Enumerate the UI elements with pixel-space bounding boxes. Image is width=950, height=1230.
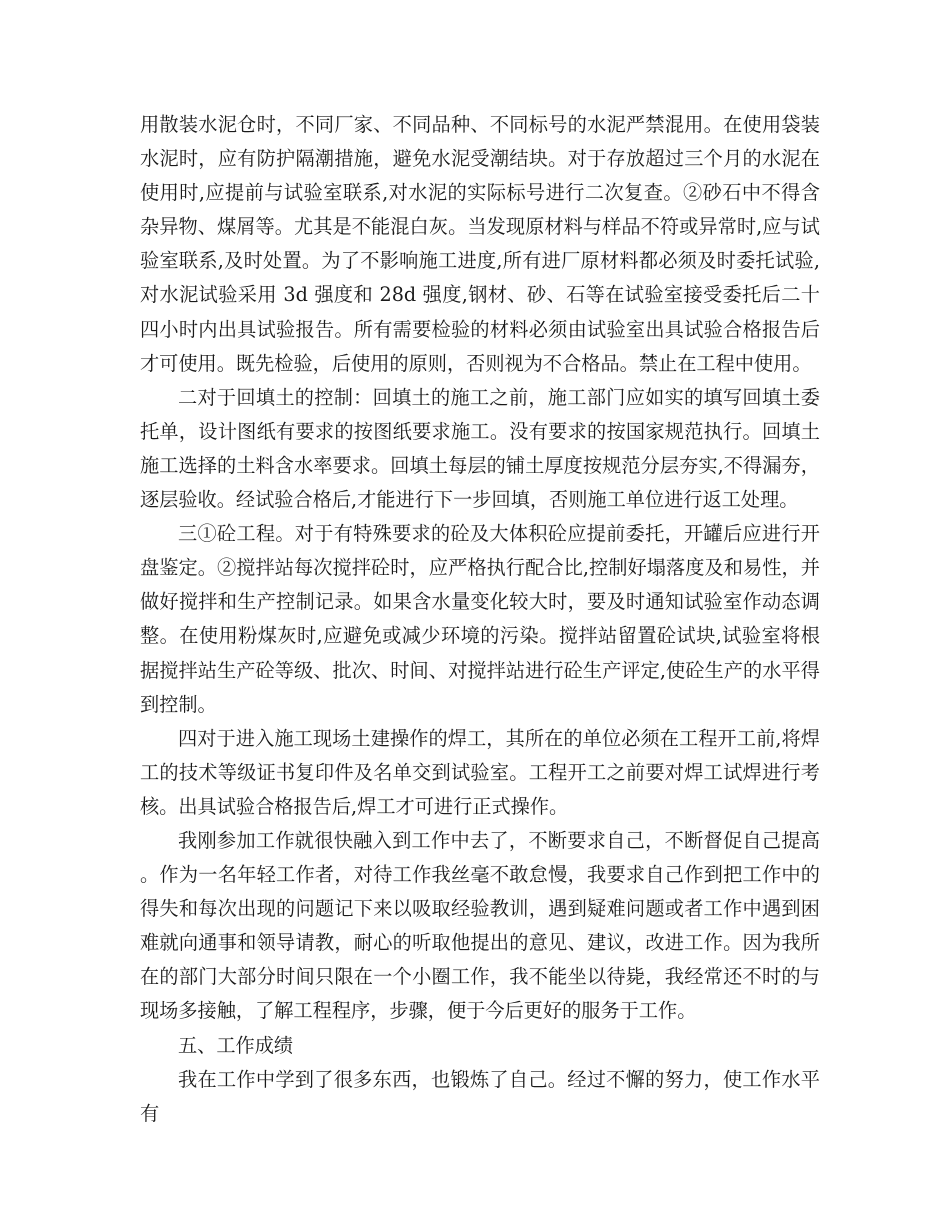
- paragraph-cement-materials: 用散装水泥仓时，不同厂家、不同品种、不同标号的水泥严禁混用。在使用袋装水泥时，应有防护隔潮措施，避免水泥受潮结块。对于存放超过三个月的水泥在使用时,应提前与试验室联系,对水泥的实际标号进行二次复查。②砂石中不得含杂异物、煤屑等。尤其是不能混白灰。当发现原材料与样品不符或异常时,应与试验室联系,及时处置。为了不影响施工进度,所有进厂原材料都必须及时委托试验,对水泥试验采用 3d 强度和 28d 强度,钢材、砂、石等在试验室接受委托后二十四小时内出具试验报告。所有需要检验的材料必须由试验室出具试验合格报告后才可使用。既先检验，后使用的原则，否则视为不合格品。禁止在工程中使用。: [140, 113, 820, 375]
- document-body: [140, 108, 820, 1131]
- paragraph-backfill-control: 二对于回填土的控制：回填土的施工之前，施工部门应如实的填写回填土委托单，设计图纸有要求的按图纸要求施工。没有要求的按国家规范执行。回填土施工选择的土料含水率要求。回填土每层的铺土厚度按规范分层夯实,不得漏夯，逐层验收。经试验合格后,才能进行下一步回填，否则施工单位进行返工处理。: [140, 385, 820, 512]
- paragraph-concrete-works: 三①砼工程。对于有特殊要求的砼及大体积砼应提前委托，开罐后应进行开盘鉴定。②搅拌站每次搅拌砼时，应严格执行配合比,控制好塌落度及和易性，并做好搅拌和生产控制记录。如果含水量变化较大时，要及时通知试验室作动态调整。在使用粉煤灰时,应避免或减少环境的污染。搅拌站留置砼试块,试验室将根据搅拌站生产砼等级、批次、时间、对搅拌站进行砼生产评定,使砼生产的水平得到控制。: [140, 522, 820, 716]
- section-heading-work-results: 五、工作成绩: [178, 1033, 294, 1057]
- paragraph-welders: 四对于进入施工现场土建操作的焊工，其所在的单位必须在工程开工前,将焊工的技术等级证书复印件及名单交到试验室。工程开工之前要对焊工试焊进行考核。出具试验合格报告后,焊工才可进行正式操作。: [140, 726, 820, 818]
- paragraph-work-results: 我在工作中学到了很多东西，也锻炼了自己。经过不懈的努力，使工作水平有: [140, 1067, 820, 1125]
- paragraph-personal-work: 我刚参加工作就很快融入到工作中去了，不断要求自己，不断督促自己提高。作为一名年轻工作者，对待工作我丝毫不敢怠慢，我要求自己作到把工作中的得失和每次出现的问题记下来以吸取经验教训，遇到疑难问题或者工作中遇到困难就向通事和领导请教，耐心的听取他提出的意见、建议，改进工作。因为我所在的部门大部分时间只限在一个小圈工作，我不能坐以待毙，我经常还不时的与现场多接触，了解工程程序，步骤，便于今后更好的服务于工作。: [140, 828, 820, 1023]
